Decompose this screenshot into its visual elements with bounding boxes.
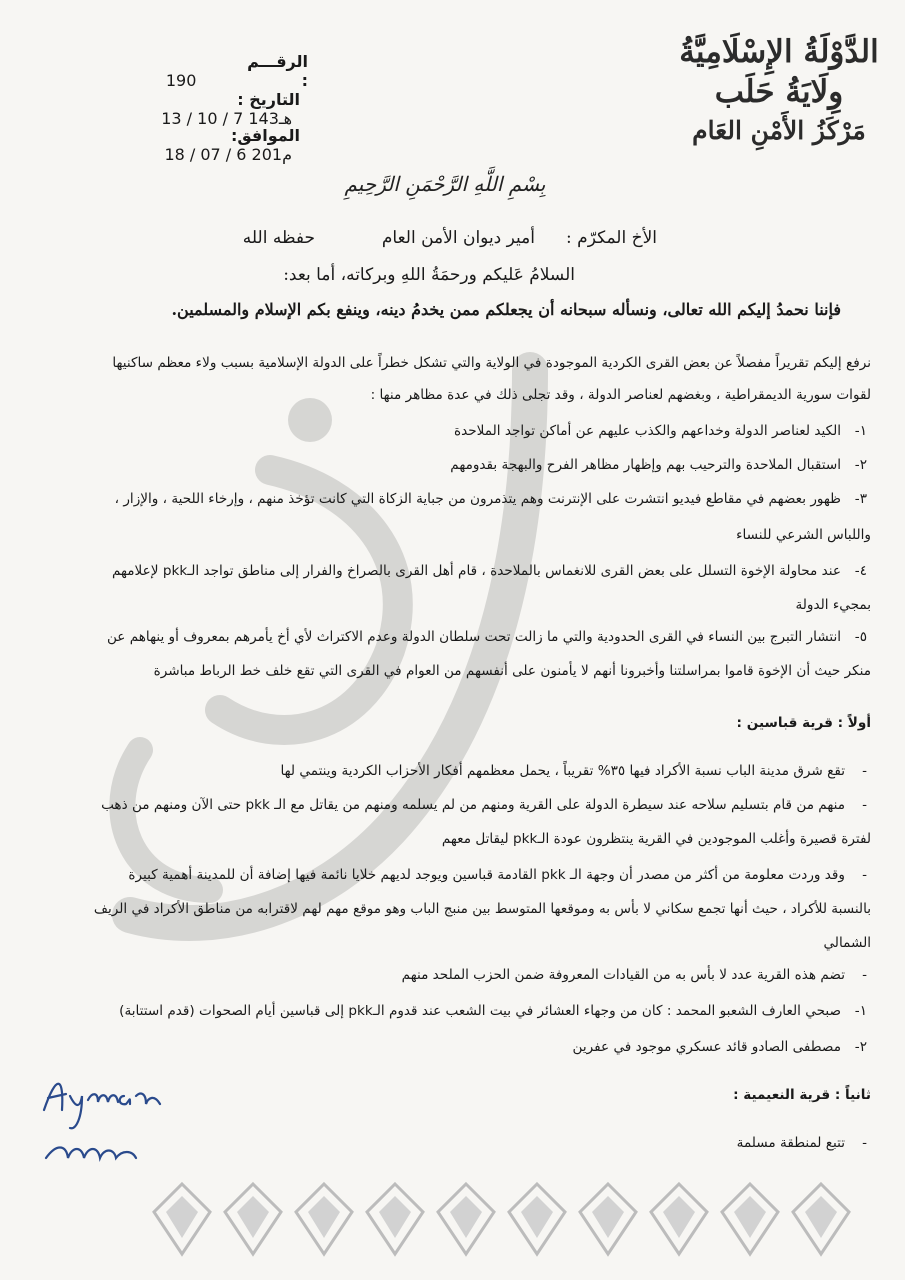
list-item-continuation: واللباس الشرعي للنساء xyxy=(736,527,871,543)
list-item-continuation: بمجيء الدولة xyxy=(795,597,871,613)
bullet-continuation: الشمالي xyxy=(823,935,871,951)
ornament-tile-icon xyxy=(363,1180,427,1258)
salam-line: السلامُ عَليكم ورحمَةُ اللهِ وبركاته، أما بعد: xyxy=(283,265,575,285)
praise-line: فإننا نحمدُ إليكم الله تعالى، ونسأله سبحانه أن يجعلكم ممن يخدمُ دينه، وينفع بكم الإسلام والمسلمين. xyxy=(171,300,841,319)
basmala: بِسْمِ اللَّهِ الرَّحْمَنِ الرَّحِيمِ xyxy=(344,172,546,196)
ornament-tile-icon xyxy=(505,1180,569,1258)
bullet-item: -تقع شرق مدينة الباب نسبة الأكراد فيها ٣٥% تقريباً ، يحمل معظمهم أفكار الأحزاب الكردية وينتمي لها xyxy=(280,763,867,779)
date-value: 13 / 10 / 7 143هـ xyxy=(161,109,292,128)
logo-line-1: الدَّوْلَةُ الإِسْلَامِيَّةُ xyxy=(679,34,879,70)
list-item: ٣-ظهور بعضهم في مقاطع فيديو انتشرت على الإنترنت وهم يتذمرون من جباية الزكاة التي كانت تؤخذ منهم ، وإرخاء اللحية ، والإزار ، xyxy=(114,491,867,507)
date-label: التاريخ : xyxy=(237,90,300,109)
list-item: ٤-عند محاولة الإخوة التسلل على بعض القرى للانغماس بالملاحدة ، قام أهل القرى بالصراخ والفرار إلى مناطق تواجد الـpkk لإعلامهم xyxy=(111,563,867,579)
decorative-footer-pattern xyxy=(150,1180,860,1260)
logo-line-2: وِلَايَةُ حَلَب xyxy=(714,74,844,110)
list-item: ٢-استقبال الملاحدة والترحيب بهم وإظهار مظاهر الفرح والبهجة بقدومهم xyxy=(450,457,867,473)
ornament-tile-icon xyxy=(647,1180,711,1258)
section-title-naimiya: ثانياً : قرية النعيمية : xyxy=(733,1087,871,1103)
list-item: ١-الكيد لعناصر الدولة وخداعهم والكذب عليهم عن أماكن تواجد الملاحدة xyxy=(454,423,867,439)
section-title-qabasin: أولاً : قرية قباسين : xyxy=(736,715,871,731)
bullet-item: -وقد وردت معلومة من أكثر من مصدر أن وجهة الـ pkk القادمة قباسين ويوجد لديهم خلايا نائمة فيها إضافة أن للمدينة أهمية كبيرة xyxy=(128,867,867,883)
number-label: الرقـــم : xyxy=(247,52,308,90)
bullet-item: -تضم هذه القرية عدد لا بأس به من القيادات المعروفة ضمن الحزب الملحد منهم xyxy=(401,967,867,983)
handwritten-signature xyxy=(36,1070,176,1180)
hijri-date xyxy=(100,90,300,128)
ornament-tile-icon xyxy=(150,1180,214,1258)
equiv-value: 18 / 07 / 6 201م xyxy=(164,145,292,164)
bullet-item: -منهم من قام بتسليم سلاحه عند سيطرة الدولة على القرية ومنهم من لم يسلمه ومنهم من يقاتل مع الـ pkk حتى الآن ومنهم من ذهب xyxy=(101,797,867,813)
bullet-item: -تتبع لمنطقة مسلمة xyxy=(736,1135,867,1151)
addressee: أمير ديوان الأمن العام xyxy=(381,228,535,248)
bullet-continuation: بالنسبة للأكراد ، حيث أنها تجمع سكاني لا بأس به وموقعها المتوسط بين منبج الباب وهو موقع مهم لهم لاقترابه من مناطق الأكراد في الريف xyxy=(93,901,871,917)
ornament-tile-icon xyxy=(718,1180,782,1258)
logo-line-3: مَرْكَزُ الأَمْنِ العَام xyxy=(692,116,866,145)
equiv-label: الموافق: xyxy=(230,126,300,145)
ornament-tile-icon xyxy=(434,1180,498,1258)
addressee-label: الأخ المكرّم : xyxy=(566,228,657,248)
list-item-continuation: منكر حيث أن الإخوة قاموا بمراسلتنا وأخبرونا أنهم لا يأمنون على أنفسهم من العوام في القرى التي تقع خلف خط الرباط مباشرة xyxy=(153,663,871,679)
organization-logo xyxy=(679,32,879,150)
blessing: حفظه الله xyxy=(242,228,315,248)
ornament-tile-icon xyxy=(221,1180,285,1258)
leader-item: ١-صبحي العارف الشعبو المحمد : كان من وجهاء العشائر في بيت الشعب عند قدوم الـpkk إلى قباسين أيام الصحوات (قدم استتابة) xyxy=(119,1003,867,1019)
intro-line-1: نرفع إليكم تقريراً مفصلاً عن بعض القرى الكردية الموجودة في الولاية والتي تشكل خطراً على الدولة الإسلامية بسبب ولاء معظم ساكنيها xyxy=(112,355,871,371)
list-item: ٥-انتشار التبرج بين النساء في القرى الحدودية والتي ما زالت تحت سلطان الدولة وعدم الاكتراث لأي أخ يأمرهم بمعروف أو ينهاهم عن xyxy=(106,629,867,645)
intro-line-2: لقوات سورية الديمقراطية ، وبغضهم لعناصر الدولة ، وقد تجلى ذلك في عدة مظاهر منها : xyxy=(370,387,871,403)
number-value: 190 xyxy=(165,71,197,90)
gregorian-date xyxy=(100,126,300,164)
reference-number xyxy=(128,52,308,90)
ornament-tile-icon xyxy=(789,1180,853,1258)
ornament-tile-icon xyxy=(576,1180,640,1258)
leader-item: ٢-مصطفى الصادو قائد عسكري موجود في عفرين xyxy=(572,1039,867,1055)
bullet-continuation: لفترة قصيرة وأغلب الموجودين في القرية ينتظرون عودة الـpkk ليقاتل معهم xyxy=(441,831,871,847)
ornament-tile-icon xyxy=(292,1180,356,1258)
